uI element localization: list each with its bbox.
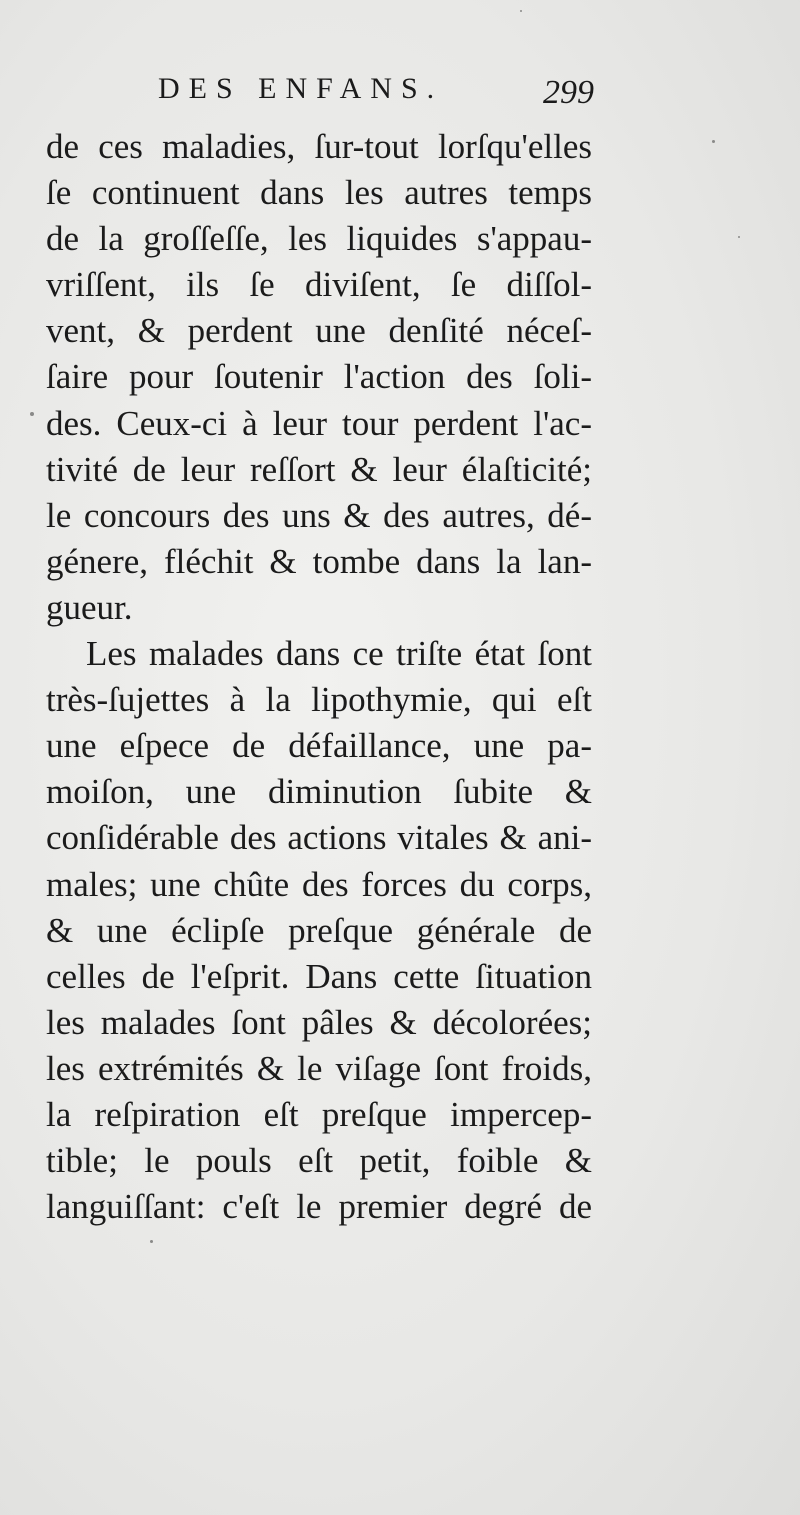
paragraph-first-line: Les malades dans ce triſte état ſont bbox=[86, 634, 592, 674]
text-line: les extrémités & le viſage ſont froids, bbox=[46, 1048, 592, 1088]
text-line: de la groſſeſſe, les liquides s'appau- bbox=[46, 219, 592, 259]
text-line: tivité de leur reſſort & leur élaſticité; bbox=[46, 449, 592, 489]
text-line: la reſpiration eſt preſque impercep- bbox=[46, 1094, 592, 1134]
paper-speck bbox=[150, 1240, 153, 1243]
paper-speck bbox=[520, 10, 522, 12]
page-number: 299 bbox=[543, 74, 594, 111]
text-line: ſe continuent dans les autres temps bbox=[46, 173, 592, 213]
text-line: très-ſujettes à la lipothymie, qui eſt bbox=[46, 680, 592, 720]
text-line: le concours des uns & des autres, dé- bbox=[46, 495, 592, 535]
text-line: languiſſant: c'eſt le premier degré de bbox=[46, 1187, 592, 1227]
running-title: DES ENFANS. bbox=[158, 72, 444, 105]
text-line: vriſſent, ils ſe diviſent, ſe diſſol- bbox=[46, 265, 592, 305]
text-line: vent, & perdent une denſité néceſ- bbox=[46, 311, 592, 351]
text-line: celles de l'eſprit. Dans cette ſituation bbox=[46, 956, 592, 996]
text-line: génere, fléchit & tombe dans la lan- bbox=[46, 541, 592, 581]
text-line: des. Ceux-ci à leur tour perdent l'ac- bbox=[46, 403, 592, 443]
body-text bbox=[46, 124, 592, 1230]
text-line: conſidérable des actions vitales & ani- bbox=[46, 818, 592, 858]
text-line: males; une chûte des forces du corps, bbox=[46, 864, 592, 904]
paper-speck bbox=[30, 412, 34, 416]
text-line: tible; le pouls eſt petit, foible & bbox=[46, 1141, 592, 1181]
text-line: moiſon, une diminution ſubite & bbox=[46, 772, 592, 812]
text-line: ſaire pour ſoutenir l'action des ſoli- bbox=[46, 357, 592, 397]
text-line: & une éclipſe preſque générale de bbox=[46, 910, 592, 950]
paper-speck bbox=[712, 140, 715, 143]
text-line: de ces maladies, ſur-tout lorſqu'elles bbox=[46, 127, 592, 166]
paper-speck bbox=[738, 236, 740, 238]
page-header bbox=[158, 72, 594, 112]
text-line: les malades ſont pâles & décolorées; bbox=[46, 1002, 592, 1042]
text-line: gueur. bbox=[46, 587, 133, 627]
text-line: une eſpece de défaillance, une pa- bbox=[46, 726, 592, 766]
